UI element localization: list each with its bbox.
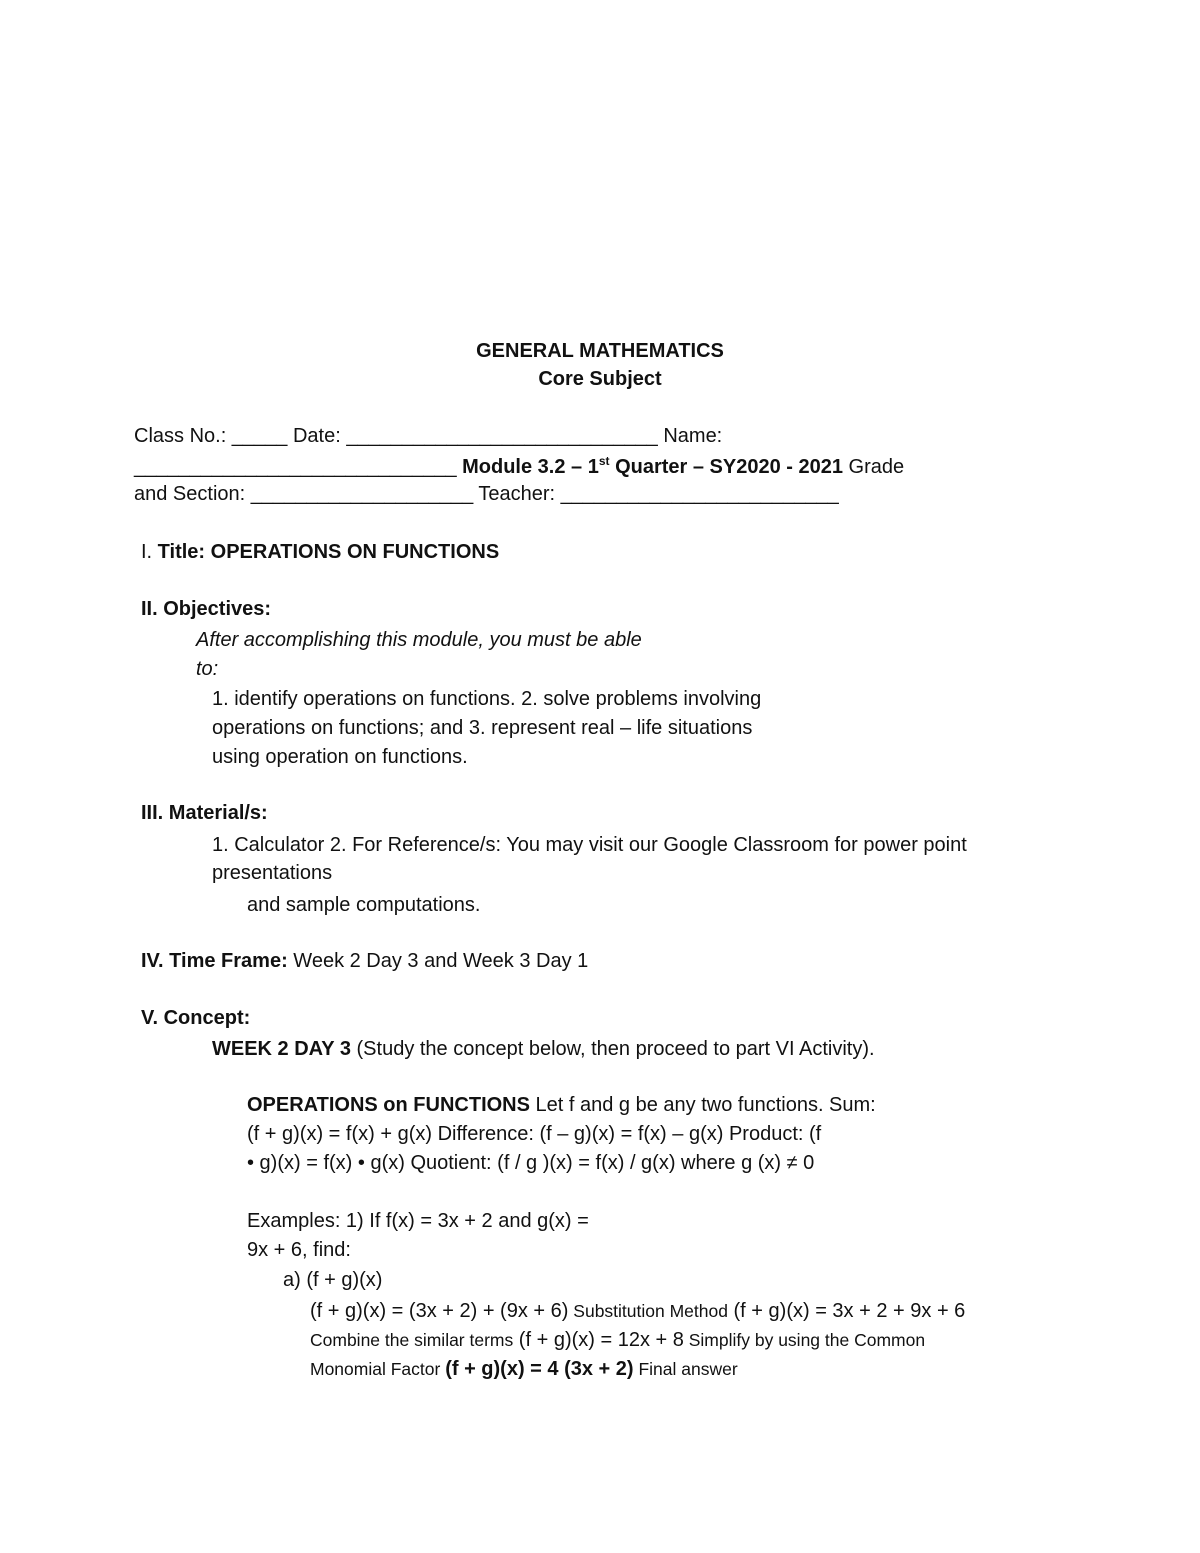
step-1-expansion: (f + g)(x) = 3x + 2 + 9x + 6 — [727, 1300, 966, 1322]
objectives-intro-2: to: — [196, 658, 219, 680]
week-line — [212, 1039, 875, 1059]
concept-heading: V. Concept: — [141, 1007, 251, 1029]
examples-line-1: Examples: 1) If f(x) = 3x + 2 and g(x) = — [247, 1210, 589, 1232]
document-subtitle: Core Subject — [538, 368, 662, 390]
operations-label: OPERATIONS on FUNCTIONS — [247, 1094, 530, 1116]
operations-line-2: (f + g)(x) = f(x) + g(x) Difference: (f – g)(x) = f(x) – g(x) Product: (f — [247, 1123, 822, 1145]
time-frame-label: IV. Time Frame: — [141, 950, 288, 972]
class-date-name-line: Class No.: _____ Date: ____________________________ Name: — [134, 425, 723, 447]
materials-heading: III. Material/s: — [141, 802, 268, 824]
step-3-note: Monomial Factor — [310, 1359, 446, 1379]
example-part-a: a) (f + g)(x) — [283, 1269, 383, 1291]
materials-line-2: presentations — [212, 862, 333, 884]
week-label: WEEK 2 DAY 3 — [212, 1038, 351, 1060]
step-2-next-note: Simplify by using the Common — [683, 1330, 926, 1350]
title-roman: I. — [141, 541, 158, 563]
step-2-note: Combine the similar terms — [310, 1330, 514, 1350]
objectives-item-1: 1. identify operations on functions. 2. solve problems involving — [212, 688, 762, 710]
objectives-item-3: using operation on functions. — [212, 746, 468, 768]
solution-step-3 — [310, 1359, 738, 1379]
section-teacher-line: and Section: ____________________ Teacher: _________________________ — [134, 483, 839, 505]
operations-text-1: Let f and g be any two functions. Sum: — [529, 1094, 876, 1116]
objectives-item-2: operations on functions; and 3. represent real – life situations — [212, 717, 753, 739]
module-label: Module 3.2 – 1 — [462, 456, 599, 478]
grade-label: Grade — [843, 456, 905, 478]
title-section — [141, 542, 499, 562]
module-line — [134, 455, 904, 477]
solution-step-1 — [310, 1301, 965, 1321]
name-blank: _____________________________ — [134, 456, 463, 478]
objectives-intro-1: After accomplishing this module, you must be able — [196, 629, 642, 651]
materials-line-1: 1. Calculator 2. For Reference/s: You may visit our Google Classroom for power point — [212, 834, 967, 856]
time-frame — [141, 951, 588, 971]
objectives-heading: II. Objectives: — [141, 598, 272, 620]
step-1-note: Substitution Method — [568, 1301, 728, 1321]
operations-line-3: • g)(x) = f(x) • g(x) Quotient: (f / g )(x) = f(x) / g(x) where g (x) ≠ 0 — [247, 1152, 815, 1174]
examples-line-2: 9x + 6, find: — [247, 1239, 351, 1261]
operations-line-1 — [247, 1095, 876, 1115]
step-1-equation: (f + g)(x) = (3x + 2) + (9x + 6) — [310, 1300, 569, 1322]
materials-line-3: and sample computations. — [247, 894, 481, 916]
final-answer-equation: (f + g)(x) = 4 (3x + 2) — [445, 1358, 634, 1380]
final-answer-label: Final answer — [633, 1359, 738, 1379]
step-2-equation: (f + g)(x) = 12x + 8 — [513, 1329, 684, 1351]
document-title: GENERAL MATHEMATICS — [476, 340, 724, 362]
solution-step-2 — [310, 1330, 925, 1350]
time-frame-value: Week 2 Day 3 and Week 3 Day 1 — [287, 950, 589, 972]
module-superscript: st — [598, 454, 610, 468]
title-label: Title: OPERATIONS ON FUNCTIONS — [157, 541, 500, 563]
module-quarter: Quarter – SY2020 - 2021 — [609, 456, 843, 478]
week-note: (Study the concept below, then proceed to part VI Activity). — [350, 1038, 875, 1060]
